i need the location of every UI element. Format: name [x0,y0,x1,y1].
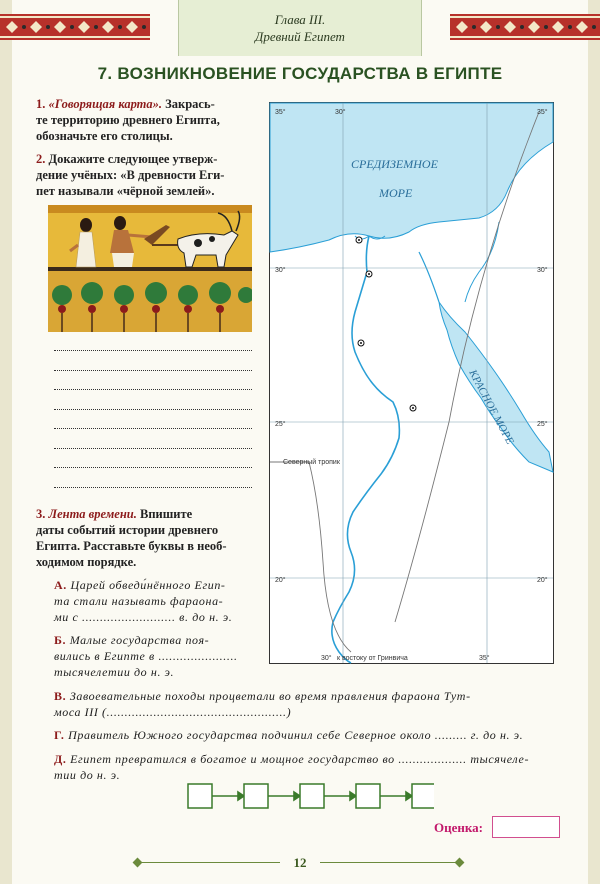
page-header [0,0,600,58]
mediterranean-label-1: СРЕДИЗЕМНОЕ [351,157,438,171]
option-v-line-2: моса III (..................................................) [54,705,292,719]
task-1-heading: «Говорящая карта». [48,97,163,111]
arrow-right-icon [212,792,244,800]
left-margin-band [0,0,12,884]
answer-line[interactable] [54,448,252,449]
sequence-box[interactable] [244,784,268,808]
header-plate [178,0,422,56]
task-2-line-1: 2. Докажите следующее утверж- [36,152,218,166]
score-box[interactable] [492,816,560,838]
right-margin-band [588,0,600,884]
task-1-text-2: те территорию древнего Египта, [36,113,220,127]
red-sea-label: КРАСНОЕ МОРЕ [466,367,516,447]
task-1-text-1: Закрась- [162,97,215,111]
task-3-text-2: даты событий истории древнего [36,523,219,537]
option-d-line-2: тии до н. э. [54,768,121,782]
option-g [54,727,574,743]
task-1-text-3: обозначьте его столицы. [36,129,173,143]
task-3-text-1: Впишите [136,507,193,521]
lat-30-right-label: 30° [537,267,548,274]
lat-20-right-label: 20° [537,577,548,584]
greenwich-label: к востоку от Гринвича [337,655,408,662]
chapter-title: Древний Египет [255,29,345,44]
option-v [54,688,574,720]
sequence-box[interactable] [412,784,434,808]
option-a [54,577,260,625]
option-b [54,632,260,680]
mediterranean-label-2: МОРЕ [379,186,413,200]
answer-line[interactable] [54,487,252,488]
task-3-text-4: ходимом порядке. [36,555,137,569]
sequence-box[interactable] [300,784,324,808]
option-a-line-3: ми с .......................... в. до н. э. [54,610,233,624]
task-2-line-3: пет называли «чёрной землей». [36,184,215,198]
lat-25-left-label: 25° [275,421,286,428]
lat-25-right-label: 25° [537,421,548,428]
right-ornament-icon [450,14,600,40]
option-v-letter: В. [54,689,67,703]
option-b-line-3: тысячелетии до н. э. [54,665,175,679]
lat-30-left-label: 30° [275,267,286,274]
tropic-label: Северный тропик [283,459,340,466]
arrow-right-icon [380,792,412,800]
lon-30-bottom-label: 30° [321,655,332,662]
option-a-line-1: Царей обведи́нённого Егип- [66,578,226,592]
option-d [54,751,574,783]
lon-35-right-label: 35° [537,109,548,116]
answer-line[interactable] [54,428,252,429]
task-1-number: 1. [36,97,46,111]
task-2 [36,151,261,199]
answer-line[interactable] [54,370,252,371]
chapter-number: Глава III. [274,12,326,27]
option-b-letter: Б. [54,633,67,647]
answer-line[interactable] [54,467,252,468]
option-d-line-1: Египет превратился в богатое и мощное государство во ................... тысячеле- [66,752,530,766]
sequence-box[interactable] [188,784,212,808]
option-b-line-1: Малые государства поя- [66,633,210,647]
page-title: 7. ВОЗНИКНОВЕНИЕ ГОСУДАРСТВА В ЕГИПТЕ [97,64,503,83]
option-d-letter: Д. [54,752,67,766]
lon-35-top-label: 35° [275,109,286,116]
task-3-heading: Лента времени. [48,507,137,521]
option-g-letter: Г. [54,728,65,742]
score-label: Оценка: [434,820,483,835]
answer-line[interactable] [54,409,252,410]
option-b-line-2: вились в Египте в ...................... [54,649,238,663]
sequence-chain [186,783,434,809]
answer-line[interactable] [54,350,252,351]
lat-20-left-label: 20° [275,577,286,584]
option-a-letter: А. [54,578,67,592]
page-number: 12 [280,855,320,871]
task-2-line-2: дение учёных: «В древности Еги- [36,168,225,182]
egypt-contour-map [269,102,554,664]
task-3-number: 3. [36,507,46,521]
lon-30-top-label: 30° [335,109,346,116]
arrow-right-icon [324,792,356,800]
option-a-line-2: та стали называть фараона- [54,594,224,608]
option-g-line-1: Правитель Южного государства подчинил себе Северное около ......... г. до н. э. [64,728,524,742]
left-ornament-icon [0,14,150,40]
arrow-right-icon [268,792,300,800]
task-3 [36,506,261,570]
answer-line[interactable] [54,389,252,390]
egyptian-fresco-image [48,205,252,332]
task-3-text-3: Египта. Расставьте буквы в необ- [36,539,227,553]
sequence-box[interactable] [356,784,380,808]
option-v-line-1: Завоевательные походы процветали во время правления фараона Тут- [66,689,471,703]
lon-35-bottom-label: 35° [479,655,490,662]
task-1 [36,96,256,144]
